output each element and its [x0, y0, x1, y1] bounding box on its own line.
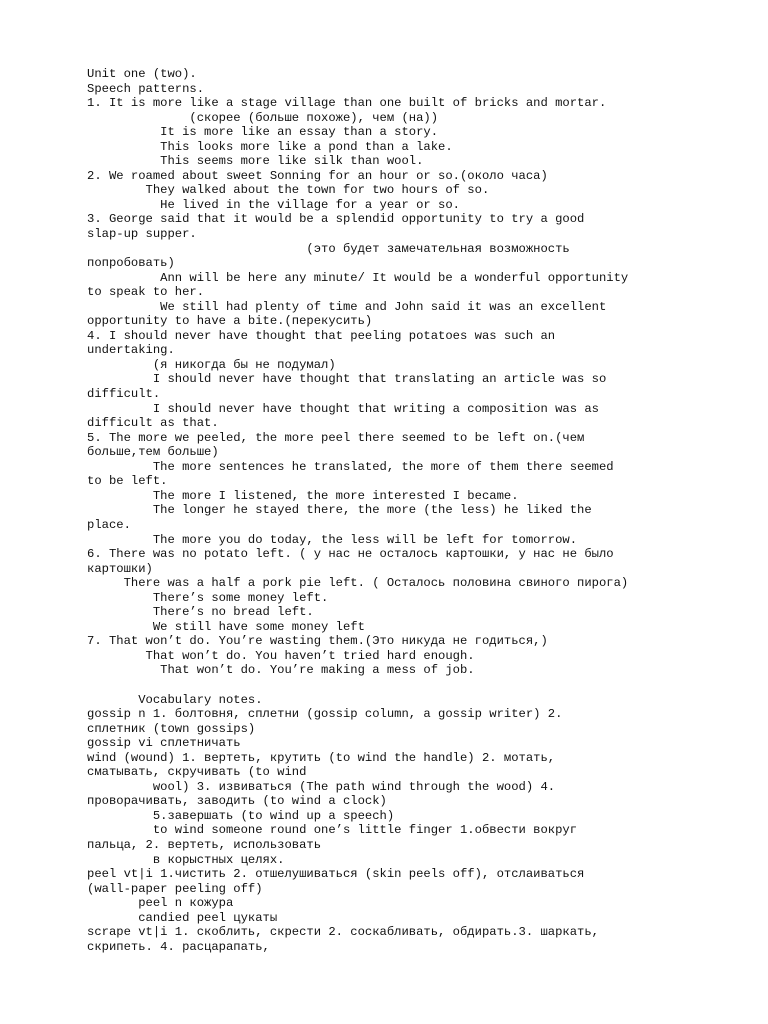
text-line: gossip n 1. болтовня, сплетни (gossip column, a gossip writer) 2. [87, 707, 563, 722]
text-line: 3. George said that it would be a splendid opportunity to try a good [87, 212, 585, 227]
text-line: I should never have thought that translating an article was so [87, 372, 607, 387]
text-line: (скорее (больше похоже), чем (на)) [87, 110, 439, 125]
text-line: (это будет замечательная возможность [87, 241, 570, 256]
text-line: I should never have thought that writing a composition was as [87, 401, 599, 416]
text-line: Vocabulary notes. [87, 692, 263, 707]
text-line: There was a half a pork pie left. ( Осталось половина свиного пирога) [87, 576, 629, 591]
text-line: peel vt|i 1.чистить 2. отшелушиваться (skin peels off), отслаиваться [87, 867, 585, 882]
text-line: to wind someone round one’s little finger 1.обвести вокруг [87, 823, 578, 838]
text-line: сматывать, скручивать (to wind [87, 765, 307, 780]
text-line: to speak to her. [87, 285, 205, 300]
text-line: больше,тем больше) [87, 445, 219, 460]
text-line: Unit one (two). [87, 67, 197, 81]
text-line: сплетник (town gossips) [87, 721, 256, 736]
text-line: peel n кожура [87, 896, 234, 911]
text-line: slap-up supper. [87, 227, 197, 242]
text-line: 5. The more we peeled, the more peel there seemed to be left on.(чем [87, 430, 585, 445]
text-line: в корыстных целях. [87, 852, 285, 867]
document-page [87, 67, 757, 954]
text-line: That won’t do. You’re making a mess of job. [87, 663, 475, 678]
text-line: The more you do today, the less will be left for tomorrow. [87, 532, 578, 547]
text-line: scrape vt|i 1. скоблить, скрести 2. соскабливать, обдирать.3. шаркать, [87, 925, 599, 940]
text-line: That won’t do. You haven’t tried hard enough. [87, 648, 475, 663]
text-line: wind (wound) 1. вертеть, крутить (to wind the handle) 2. мотать, [87, 750, 556, 765]
text-line: 6. There was no potato left. ( у нас не осталось картошки, у нас не было [87, 547, 614, 562]
text-line: проворачивать, заводить (to wind a clock) [87, 794, 387, 809]
text-line: place. [87, 517, 131, 532]
text-line: This seems more like silk than wool. [87, 154, 424, 169]
text-line: wool) 3. извиваться (The path wind through the wood) 4. [87, 779, 556, 794]
text-line: картошки) [87, 561, 153, 576]
text-line: Ann will be here any minute/ It would be a wonderful opportunity [87, 270, 629, 285]
text-line: It is more like an essay than a story. [87, 125, 439, 140]
text-line: The more sentences he translated, the more of them there seemed [87, 459, 614, 474]
text-line: пальца, 2. вертеть, использовать [87, 837, 322, 852]
text-line: The longer he stayed there, the more (the less) he liked the [87, 503, 592, 518]
text-line: He lived in the village for a year or so. [87, 197, 460, 212]
text-line: This looks more like a pond than a lake. [87, 139, 453, 154]
text-line: They walked about the town for two hours of so. [87, 183, 490, 198]
text-line: opportunity to have a bite.(перекусить) [87, 314, 373, 329]
text-line: The more I listened, the more interested I became. [87, 488, 519, 503]
text-line: 5.завершать (to wind up a speech) [87, 808, 395, 823]
text-line: undertaking. [87, 343, 175, 358]
text-line: candied peel цукаты [87, 910, 278, 925]
text-line: попробовать) [87, 256, 175, 271]
text-line: difficult. [87, 387, 161, 402]
text-line: to be left. [87, 474, 168, 489]
text-line: difficult as that. [87, 416, 219, 431]
text-line: There’s no bread left. [87, 605, 314, 620]
text-line: скрипеть. 4. расцарапать, [87, 939, 270, 954]
text-line: (wall-paper peeling off) [87, 881, 263, 896]
text-line [87, 678, 757, 693]
text-line: There’s some money left. [87, 590, 329, 605]
text-line: 7. That won’t do. You’re wasting them.(Это никуда не годиться,) [87, 634, 548, 649]
text-line: We still have some money left [87, 619, 365, 634]
text-line: 1. It is more like a stage village than one built of bricks and mortar. [87, 96, 607, 111]
text-line: 2. We roamed about sweet Sonning for an hour or so.(около часа) [87, 168, 548, 183]
text-line: Speech patterns. [87, 81, 205, 96]
text-line: gossip vi сплетничать [87, 736, 241, 751]
text-line: 4. I should never have thought that peeling potatoes was such an [87, 328, 556, 343]
text-line: We still had plenty of time and John said it was an excellent [87, 299, 607, 314]
text-line: (я никогда бы не подумал) [87, 357, 336, 372]
